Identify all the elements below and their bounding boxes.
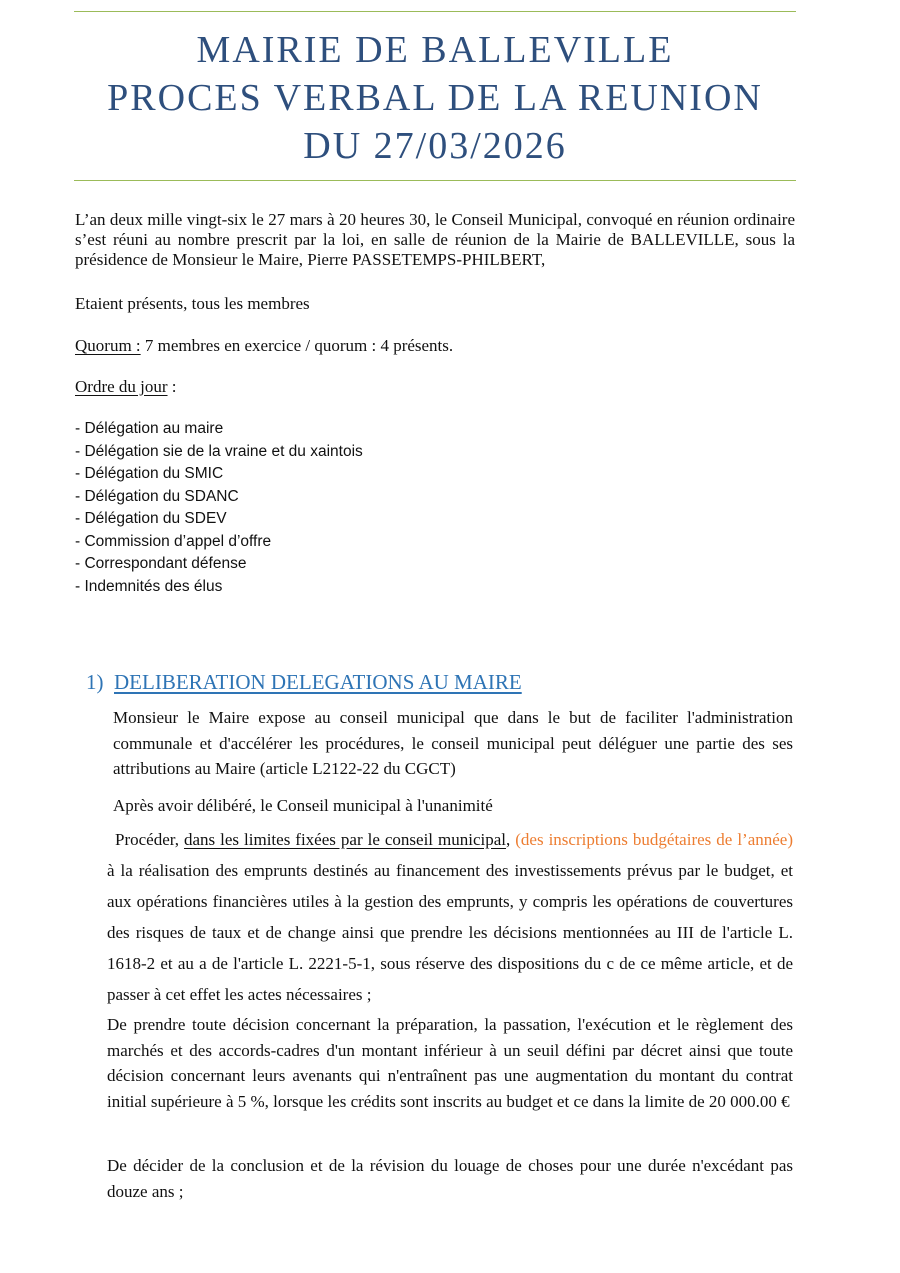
agenda-list [75, 418, 363, 598]
page-title [74, 26, 796, 170]
section-1-paragraph-3 [107, 824, 793, 1010]
intro-text: L’an deux mille vingt-six le 27 mars à 20 heures 30, le Conseil Municipal, convoqué en réunion ordinaire s’est réuni au nombre prescrit par la loi, en salle de réunion de la Mairie de BALLEVILLE, sous la présidence de Monsieur le Maire, Pierre PASSETEMPS-PHILBERT, [75, 210, 795, 269]
top-rule [74, 11, 796, 12]
paragraph-text: Monsieur le Maire expose au conseil municipal que dans le but de faciliter l'administration communale et d'accélérer les procédures, le conseil municipal peut déléguer une partie des ses attributions au Maire (article L2122-22 du CGCT) [113, 708, 793, 778]
section-1-title: DELIBERATION DELEGATIONS AU MAIRE [114, 670, 522, 694]
ordre-du-jour-suffix: : [167, 377, 177, 396]
presents-line: Etaient présents, tous les membres [75, 294, 310, 313]
quorum-label: Quorum : [75, 336, 141, 355]
agenda-item: - Indemnités des élus [75, 577, 223, 595]
title-line-1: MAIRIE DE BALLEVILLE [196, 29, 674, 71]
section-1-paragraph-2: Après avoir délibéré, le Conseil municipal à l'unanimité [113, 796, 493, 815]
paragraph-text: De décider de la conclusion et de la révision du louage de choses pour une durée n'excédant pas douze ans ; [107, 1156, 793, 1201]
agenda-item: - Correspondant défense [75, 555, 247, 572]
title-line-2: PROCES VERBAL DE LA REUNION [107, 77, 763, 119]
p3-start: Procéder, [115, 830, 184, 849]
section-1-heading [86, 669, 522, 695]
agenda-item: - Commission d’appel d’offre [75, 532, 272, 550]
p3-comma: , [506, 830, 516, 849]
ordre-du-jour-line [75, 377, 177, 397]
p3-rest: à la réalisation des emprunts destinés au financement des investissements prévus par le budget, et aux opérations financières utiles à la gestion des emprunts, y compris les opérations de couvertures des risques de taux et de change ainsi que prendre les décisions mentionnées au III de l'article L. 1618-2 et au a de l'article L. 2221-5-1, sous réserve des dispositions du c de ce même article, et de passer à cet effet les actes nécessaires ; [107, 861, 793, 1004]
agenda-item: - Délégation au maire [75, 420, 224, 437]
bottom-rule [74, 180, 796, 181]
section-1-paragraph-5 [107, 1153, 793, 1204]
paragraph-text: De prendre toute décision concernant la préparation, la passation, l'exécution et le règlement des marchés et des accords-cadres d'un montant inférieur à un seuil défini par décret ainsi que toute décision concernant leurs avenants qui n'entraînent pas une augmentation du montant du contrat initial supérieure à 5 %, lorsque les crédits sont inscrits au budget et ce dans la limite de 20 000.00 € [107, 1015, 793, 1111]
paragraph-text [107, 824, 793, 1010]
quorum-text: 7 membres en exercice / quorum : 4 présents. [140, 336, 454, 355]
agenda-item: - Délégation du SDEV [75, 510, 227, 527]
agenda-item: - Délégation du SMIC [75, 465, 224, 482]
p3-highlight: (des inscriptions budgétaires de l’année) [515, 830, 794, 849]
section-1-number: 1) [86, 670, 104, 694]
agenda-item: - Délégation sie de la vraine et du xaintois [75, 442, 363, 460]
intro-paragraph [75, 210, 795, 270]
agenda-item: - Délégation du SDANC [75, 487, 239, 505]
quorum-line [75, 336, 453, 356]
p3-underlined: dans les limites fixées par le conseil municipal [183, 830, 507, 849]
title-line-3: DU 27/03/2026 [303, 125, 567, 167]
section-1-paragraph-1 [113, 705, 793, 782]
ordre-du-jour-label: Ordre du jour [75, 377, 168, 396]
section-1-paragraph-4 [107, 1012, 793, 1114]
